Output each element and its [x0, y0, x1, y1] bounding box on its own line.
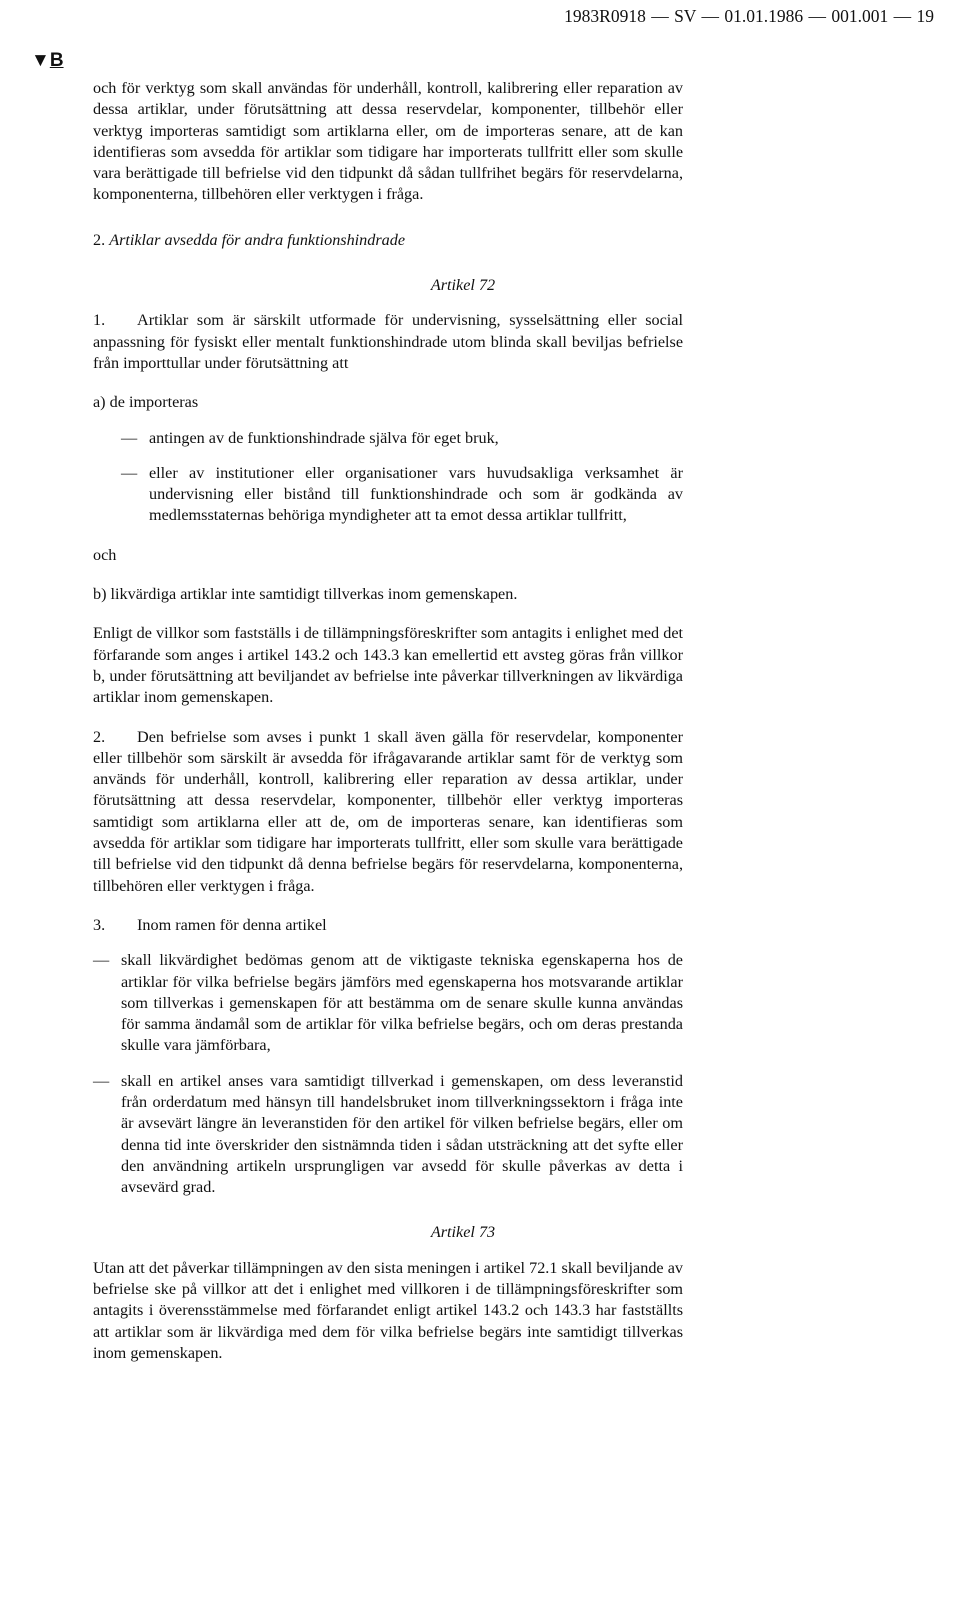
list-item [121, 428, 683, 449]
condition-b: b) likvärdiga artiklar inte samtidigt tillverkas inom gemenskapen. [93, 585, 518, 604]
art73-paragraph: Utan att det påverkar tillämpningen av den sista meningen i artikel 72.1 skall beviljande av befrielse ske på villkor att det i enlighet med villkoren i de tillämpningsföreskrifter som antagits i överensstämmelse med förfarandet enligt artikel 143.2 och 143.3 har fastställts att artiklar som är likvärdiga med dem för vilka befrielse begärs inte samtidigt tillverkas inom gemenskapen. [93, 1258, 683, 1362]
section-number: 2. [93, 230, 106, 249]
paragraph-number: 1. [93, 311, 106, 330]
paragraph-text: Inom ramen för denna artikel [137, 915, 327, 934]
list-item [93, 950, 683, 1056]
art72-paragraph-1 [93, 310, 683, 374]
list-item-text: skall likvärdighet bedömas genom att de viktigaste tekniska egenskaperna hos de artiklar för vilka befrielse begärs jämförs med egenskaperna hos motsvarande artiklar som tillverkas i gemenskapen för att bestämma om de senare skulle kunna användas för samma ändamål som de artiklar för vilka befrielse begärs, och om deras prestanda skulle vara jämförbara, [121, 951, 683, 1055]
paragraph-text: Artiklar som är särskilt utformade för undervisning, sysselsättning eller social anpassning för fysiskt eller mentalt funktionshindrade utom blinda skall beviljas befrielse från importtullar under förutsättning att [93, 311, 683, 372]
section-title: Artiklar avsedda för andra funktionshindrade [109, 230, 406, 249]
amendment-marker [31, 50, 64, 72]
list-item-text: antingen av de funktionshindrade själva för eget bruk, [149, 428, 499, 447]
condition-a: a) de importeras [93, 393, 199, 412]
triangle-down-icon: ▼ [31, 50, 50, 71]
paragraph-text: Den befrielse som avses i punkt 1 skall även gälla för reservdelar, komponenter eller tillbehör som särskilt är avsedda för ifrågavarande artiklar samt för de verktyg som används för underhåll, kontroll, kalibrering eller reparation av dessa artiklar, under förutsättning att dessa reservdelar, komponenter, tillbehör eller verktyg importeras samtidigt som artiklarna eller att de, om de importeras senare, kan identifieras som avsedda för artiklar som tidigare har importerats tullfritt, eller som skulle vara berättigade till befrielse vid den tidpunkt då denna befrielse begärs för reservdelarna, komponenterna, tillbehören eller verktygen i fråga. [93, 727, 683, 895]
list-item-text: skall en artikel anses vara samtidigt tillverkad i gemenskapen, om dess leveranstid från orderdatum med hänsyn till handelsbruket inom tillverkningssektorn i fråga inte är avsevärt längre än leveranstiden för den artikel för vilken befrielse begärs, eller om denna tid inte överskrider den sistnämnda tiden i sådan utsträckning att det syfte eller den användning artikeln ursprungligen var avsedd för skulle påverkas av detta i avsevärd grad. [121, 1071, 683, 1197]
art72-paragraph-3 [93, 915, 683, 936]
dash-glyph: — [93, 1071, 110, 1090]
art72-paragraph-2 [93, 727, 683, 897]
dash-glyph: — [93, 951, 110, 970]
marker-letter: B [49, 50, 64, 71]
connector-och: och [93, 545, 117, 564]
document-body [93, 78, 683, 1364]
paragraph-number: 3. [93, 915, 106, 934]
condition-a-list [121, 428, 683, 527]
intro-paragraph: och för verktyg som skall användas för underhåll, kontroll, kalibrering eller reparation av dessa artiklar, under förutsättning att dessa reservdelar, komponenter, tillbehör eller verktyg importeras samtidigt som artiklarna eller, om de importeras senare, att de kan identifieras som avsedda för artiklar som tidigare har importerats tullfritt eller som skulle vara berättigade till befrielse vid den tidpunkt då sådan tullfrihet begärs för reservdelarna, komponenterna, tillbehören eller verktygen i fråga. [93, 79, 683, 204]
dash-glyph: — [121, 463, 138, 482]
art72-enligt-paragraph: Enligt de villkor som fastställs i de tillämpningsföreskrifter som antagits i enlighet med det förfarande som anges i artikel 143.2 och 143.3 kan emellertid ett avsteg göras från villkor b, under förutsättning att beviljandet av befrielse inte påverkar tillverkningen av likvärdiga artiklar inom gemenskapen. [93, 624, 683, 707]
paragraph-3-list [93, 950, 683, 1198]
list-item [93, 1071, 683, 1199]
article-72-title: Artikel 72 [430, 276, 496, 295]
list-item-text: eller av institutioner eller organisationer vars huvudsakliga verksamhet är undervisning eller bistånd till funktionshindrade och som är godkända av medlemsstaternas behöriga myndigheter att ta emot dessa artiklar tullfritt, [149, 463, 683, 525]
article-73-title: Artikel 73 [430, 1223, 496, 1242]
dash-glyph: — [121, 428, 138, 447]
document-reference-header: 1983R0918 — SV — 01.01.1986 — 001.001 — 19 [564, 6, 934, 26]
section-heading [93, 230, 683, 251]
paragraph-number: 2. [93, 727, 106, 746]
list-item [121, 463, 683, 527]
